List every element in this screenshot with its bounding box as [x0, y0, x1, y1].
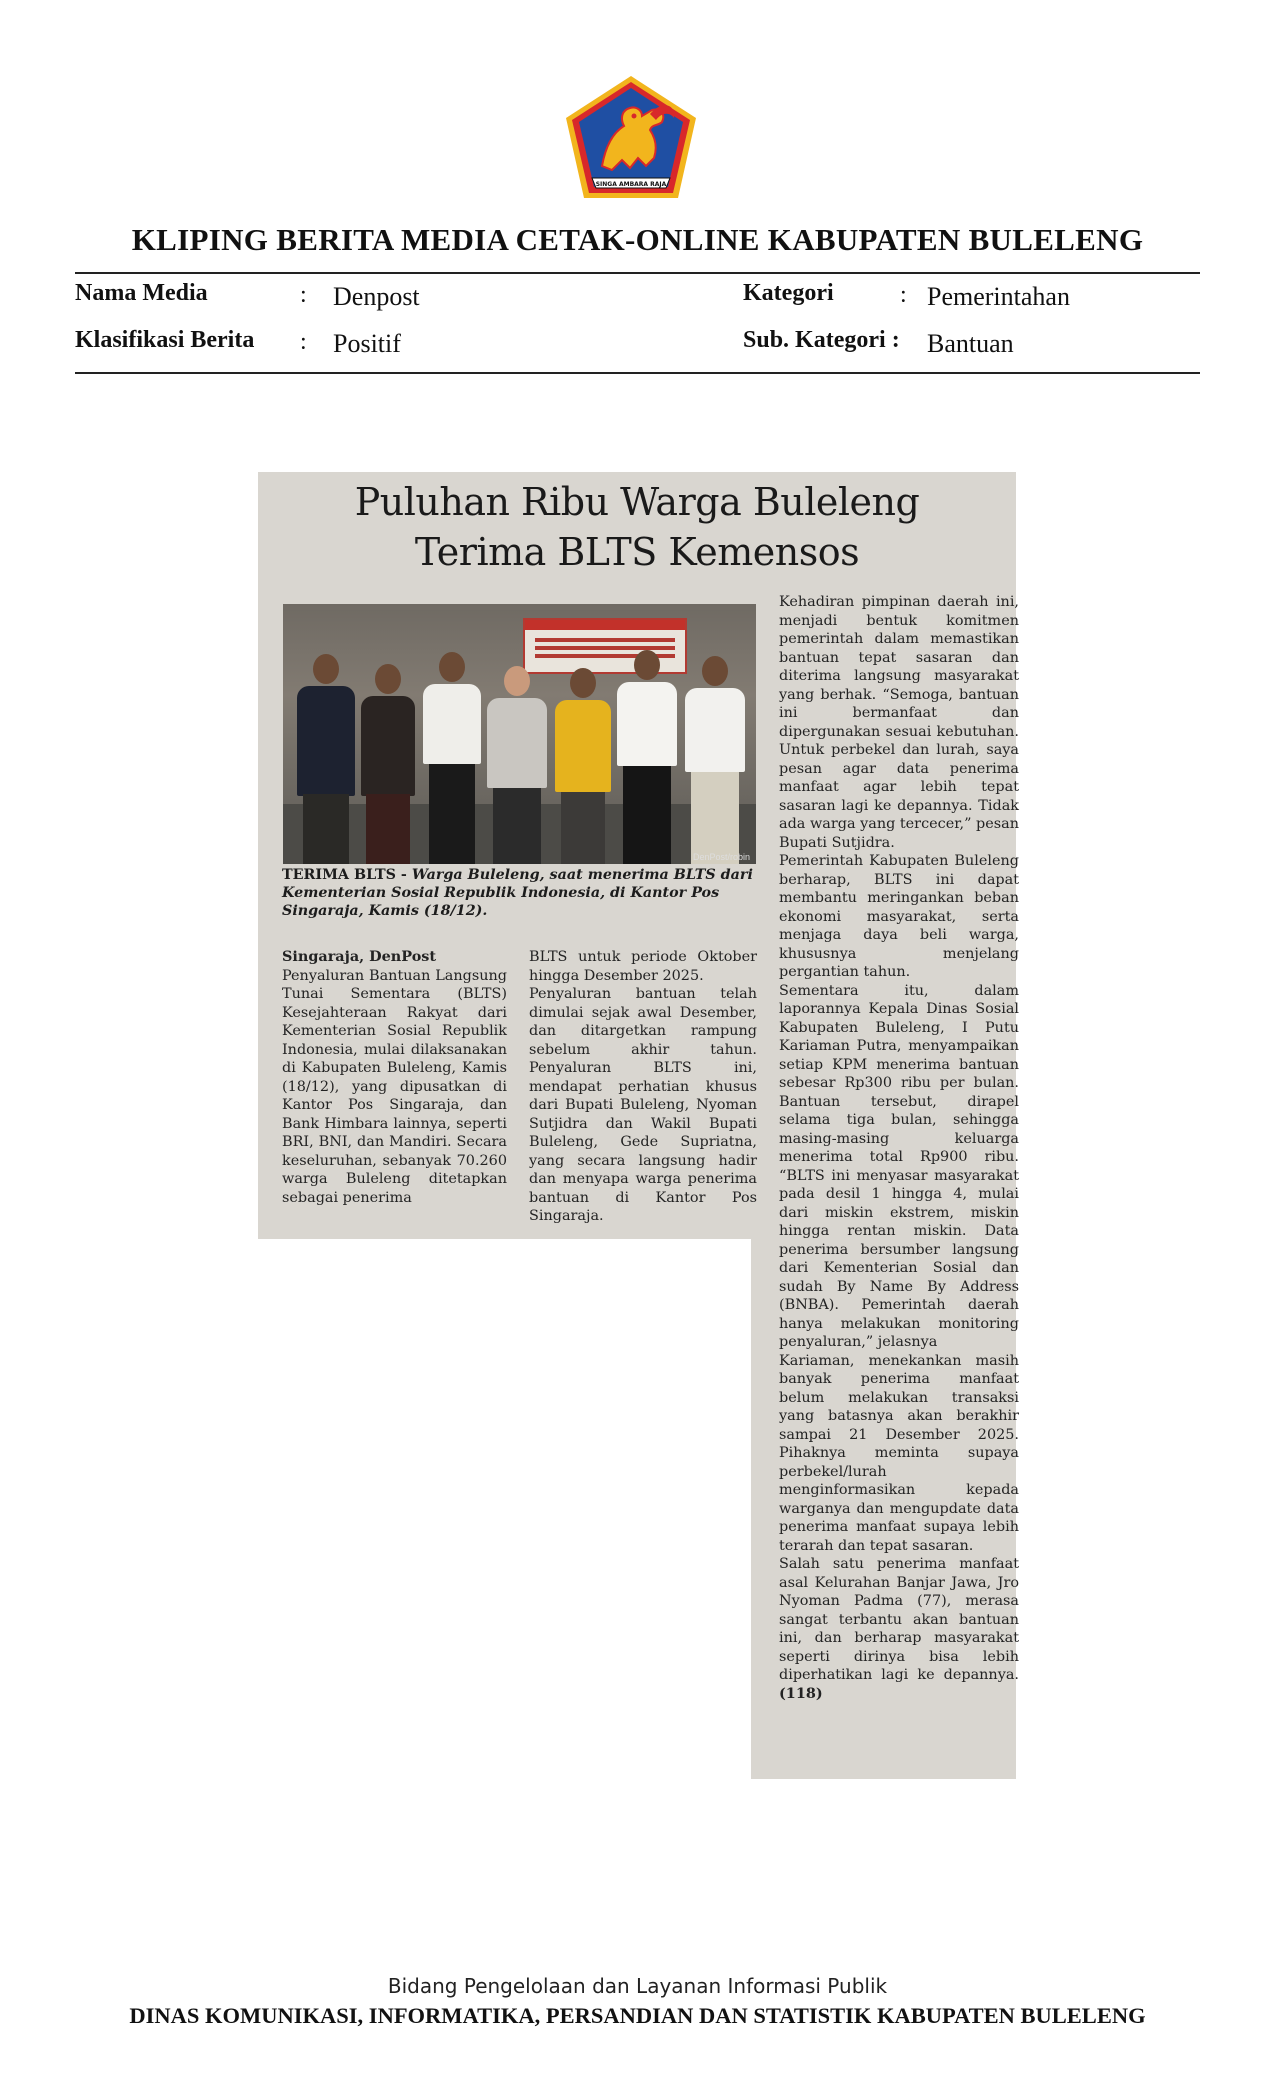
- article-column-1-text: Penyaluran Bantuan Langsung Tunai Sementara (BLTS) Kesejahteraan Rakyat dari Kementerian Sosial Republik Indonesia, mulai dilaksanakan di Kabupaten Buleleng, Kamis (18/12), yang dipusatkan di Kantor Pos Singaraja, dan Bank Himbara lainnya, seperti BRI, BNI, dan Mandiri. Secara keseluruhan, sebanyak 70.260 warga Buleleng ditetapkan sebagai penerima: [282, 967, 507, 1206]
- photo-person: [361, 664, 415, 864]
- sub-kategori-value: Bantuan: [927, 329, 1014, 358]
- caption-text: Warga Buleleng, saat menerima BLTS dari Kementerian Sosial Republik Indonesia, di Kantor Pos Singaraja, Kamis (18/12).: [282, 867, 753, 919]
- sub-kategori-label: Sub. Kategori :: [743, 327, 900, 353]
- photo-person: [555, 668, 611, 864]
- footer-department: Bidang Pengelolaan dan Layanan Informasi Publik: [387, 1974, 888, 1998]
- klasifikasi-colon: :: [300, 329, 307, 355]
- article-column-2: BLTS untuk periode Oktober hingga Desember 2025. Penyaluran bantuan telah dimulai sejak awal Desember, dan ditargetkan rampung sebelum akhir tahun. Penyaluran BLTS ini, mendapat perhatian khusus dari Bupati Buleleng, Nyoman Sutjidra dan Wakil Bupati Buleleng, Gede Supriatna, yang secara langsung hadir dan menyapa warga penerima bantuan di Kantor Pos Singaraja.: [529, 949, 757, 1224]
- photo-person: [297, 654, 355, 864]
- header-divider-bottom: [75, 372, 1200, 374]
- article-headline-line2: Terima BLTS Kemensos: [414, 530, 860, 574]
- photo-person: [423, 652, 481, 864]
- article-dateline: Singaraja, DenPost: [282, 948, 437, 965]
- article-photo: [283, 604, 756, 864]
- photo-person: [617, 650, 677, 864]
- photo-person: [685, 656, 745, 864]
- article-column-3-text: Kehadiran pimpinan daerah ini, menjadi bentuk komitmen pemerintah dalam memastikan bantuan tepat sasaran dan diterima langsung masyarakat yang berhak. “Semoga, bantuan ini bermanfaat dan dipergunakan sesuai kebutuhan. Untuk perbekel dan lurah, saya pesan agar data penerima manfaat agar lebih tepat sasaran lagi ke depannya. Tidak ada warga yang tercecer,” pesan Bupati Sutjidra. Pemerintah Kabupaten Buleleng berharap, BLTS ini dapat membantu meringankan beban ekonomi masyarakat, serta menjaga daya beli warga, khususnya menjelang pergantian tahun. Sementara itu, dalam laporannya Kepala Dinas Sosial Kabupaten Buleleng, I Putu Kariaman Putra, menyampaikan setiap KPM menerima bantuan sebesar Rp300 ribu per bulan. Bantuan tersebut, dirapel selama tiga bulan, sehingga masing-masing keluarga menerima total Rp900 ribu. “BLTS ini menyasar masyarakat pada desil 1 hingga 4, mulai dari miskin ekstrem, miskin hingga rentan miskin. Data penerima bersumber langsung dari Kementerian Sosial dan sudah By Name By Address (BNBA). Pemerintah daerah hanya melakukan monitoring penyaluran,” jelasnya Kariaman, menekankan masih banyak penerima manfaat belum melakukan transaksi yang batasnya akan berakhir sampai 21 Desember 2025. Pihaknya meminta supaya perbekel/lurah menginformasikan kepada warganya dan mengupdate data penerima manfaat supaya lebih terarah dan tepat sasaran. Salah satu penerima manfaat asal Kelurahan Banjar Jawa, Jro Nyoman Padma (77), merasa sangat terbantu akan bantuan ini, dan berharap masyarakat seperti dirinya bisa lebih diperhatikan lagi ke depannya.: [779, 594, 1019, 1683]
- document-title: KLIPING BERITA MEDIA CETAK-ONLINE KABUPATEN BULELENG: [131, 222, 1144, 257]
- nama-media-colon: :: [300, 282, 307, 308]
- article-column-1: [282, 948, 507, 1207]
- logo-motto: SINGA AMBARA RAJA: [595, 181, 667, 188]
- article-headline-line1: Puluhan Ribu Warga Buleleng: [354, 480, 920, 524]
- footer-agency: DINAS KOMUNIKASI, INFORMATIKA, PERSANDIAN DAN STATISTIK KABUPATEN BULELENG: [129, 2003, 1146, 2028]
- photo-credit: DenPost/robin: [692, 852, 750, 862]
- buleleng-emblem-logo: [562, 74, 700, 202]
- nama-media-value: Denpost: [333, 282, 420, 311]
- photo-caption: [282, 866, 758, 920]
- nama-media-label: Nama Media: [75, 280, 208, 306]
- author-code: (118): [779, 1684, 823, 1702]
- caption-keyword: TERIMA BLTS -: [282, 867, 412, 883]
- photo-person: [487, 666, 547, 864]
- klasifikasi-label: Klasifikasi Berita: [75, 327, 255, 353]
- kategori-label: Kategori: [743, 280, 834, 306]
- article-column-3: [779, 593, 1019, 1703]
- header-divider-top: [75, 272, 1200, 274]
- kategori-value: Pemerintahan: [927, 282, 1070, 311]
- klasifikasi-value: Positif: [333, 329, 401, 358]
- kategori-colon: :: [900, 282, 907, 308]
